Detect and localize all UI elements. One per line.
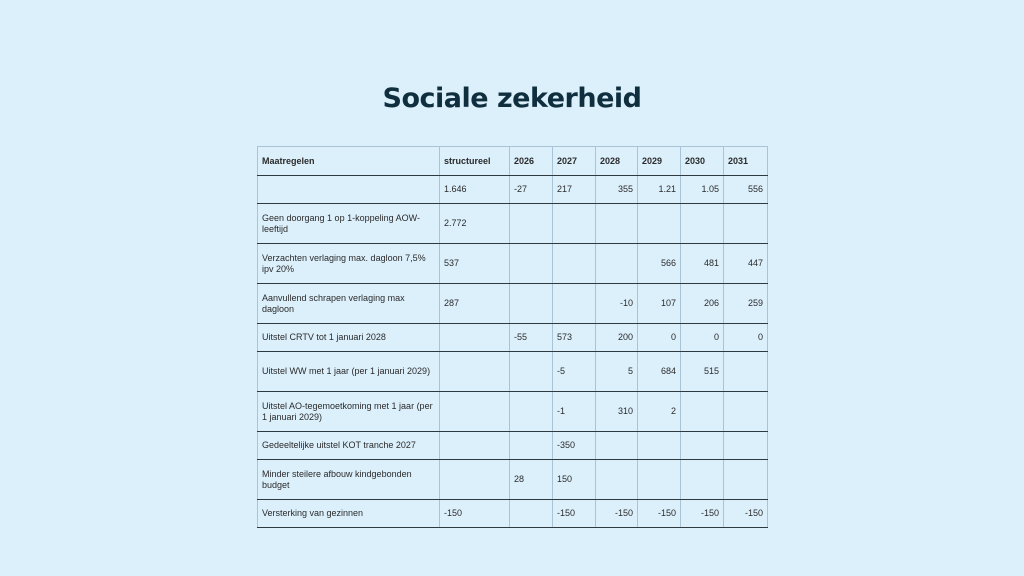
table-cell xyxy=(724,352,768,392)
row-label: Minder steilere afbouw kindgebonden budget xyxy=(258,460,440,500)
table-cell xyxy=(440,352,510,392)
header-cell: 2028 xyxy=(596,147,638,176)
table-cell xyxy=(510,432,553,460)
row-label: Uitstel CRTV tot 1 januari 2028 xyxy=(258,324,440,352)
table-cell: -150 xyxy=(596,500,638,528)
header-cell: 2030 xyxy=(681,147,724,176)
row-label xyxy=(258,176,440,204)
row-label: Aanvullend schrapen verlaging max dagloon xyxy=(258,284,440,324)
table-cell xyxy=(681,204,724,244)
table-cell: 1.21 xyxy=(638,176,681,204)
table-cell xyxy=(681,392,724,432)
table-cell xyxy=(510,244,553,284)
row-label: Gedeeltelijke uitstel KOT tranche 2027 xyxy=(258,432,440,460)
row-label: Versterking van gezinnen xyxy=(258,500,440,528)
header-cell: Maatregelen xyxy=(258,147,440,176)
table-cell: 2 xyxy=(638,392,681,432)
page-title: Sociale zekerheid xyxy=(382,83,642,114)
table-cell: -10 xyxy=(596,284,638,324)
table-cell xyxy=(724,460,768,500)
table-cell: 537 xyxy=(440,244,510,284)
row-label: Geen doorgang 1 op 1-koppeling AOW-leeftijd xyxy=(258,204,440,244)
table-cell: 287 xyxy=(440,284,510,324)
table-cell: 481 xyxy=(681,244,724,284)
table-cell: -150 xyxy=(681,500,724,528)
table-row xyxy=(258,500,768,528)
table-cell: 259 xyxy=(724,284,768,324)
table-cell xyxy=(510,392,553,432)
header-cell: 2026 xyxy=(510,147,553,176)
table-cell: 573 xyxy=(553,324,596,352)
table-cell xyxy=(724,392,768,432)
table-cell: 556 xyxy=(724,176,768,204)
table-cell xyxy=(596,432,638,460)
header-cell: 2027 xyxy=(553,147,596,176)
table-row xyxy=(258,352,768,392)
table-row xyxy=(258,392,768,432)
table-cell: -150 xyxy=(553,500,596,528)
row-label: Uitstel AO-tegemoetkoming met 1 jaar (per 1 januari 2029) xyxy=(258,392,440,432)
table-row xyxy=(258,204,768,244)
table-cell: -5 xyxy=(553,352,596,392)
table-row xyxy=(258,176,768,204)
table-cell xyxy=(510,500,553,528)
budget-table xyxy=(257,146,768,528)
table-cell: -150 xyxy=(440,500,510,528)
header-cell: 2029 xyxy=(638,147,681,176)
table-cell xyxy=(510,284,553,324)
table-row xyxy=(258,432,768,460)
table-cell: -1 xyxy=(553,392,596,432)
table-cell: 355 xyxy=(596,176,638,204)
table-row xyxy=(258,284,768,324)
table-cell: -150 xyxy=(638,500,681,528)
table-cell: 310 xyxy=(596,392,638,432)
table-cell xyxy=(553,284,596,324)
table-cell: -350 xyxy=(553,432,596,460)
table-header-row xyxy=(258,147,768,176)
table-row xyxy=(258,324,768,352)
table-cell: 200 xyxy=(596,324,638,352)
table-cell: 217 xyxy=(553,176,596,204)
table-cell xyxy=(440,324,510,352)
table-cell xyxy=(510,352,553,392)
table-cell: 150 xyxy=(553,460,596,500)
table-row xyxy=(258,460,768,500)
row-label: Verzachten verlaging max. dagloon 7,5% ipv 20% xyxy=(258,244,440,284)
table-row xyxy=(258,244,768,284)
table-cell: 0 xyxy=(638,324,681,352)
table-cell: 0 xyxy=(724,324,768,352)
table-body xyxy=(258,176,768,528)
table-cell xyxy=(681,432,724,460)
table-cell: 5 xyxy=(596,352,638,392)
table-cell xyxy=(596,244,638,284)
table-cell: 566 xyxy=(638,244,681,284)
table-cell: -55 xyxy=(510,324,553,352)
table-cell: 447 xyxy=(724,244,768,284)
table-cell: 1.05 xyxy=(681,176,724,204)
table-cell xyxy=(553,204,596,244)
table-cell: -150 xyxy=(724,500,768,528)
header-cell: 2031 xyxy=(724,147,768,176)
table-cell: 515 xyxy=(681,352,724,392)
table-cell xyxy=(596,460,638,500)
table-cell xyxy=(638,460,681,500)
table-cell xyxy=(440,460,510,500)
table-cell: 0 xyxy=(681,324,724,352)
table-cell xyxy=(638,432,681,460)
table-cell: 28 xyxy=(510,460,553,500)
table-cell xyxy=(553,244,596,284)
header-cell: structureel xyxy=(440,147,510,176)
table-cell xyxy=(440,432,510,460)
table-cell: -27 xyxy=(510,176,553,204)
table-cell xyxy=(440,392,510,432)
table-cell: 2.772 xyxy=(440,204,510,244)
table-cell xyxy=(596,204,638,244)
table-cell xyxy=(510,204,553,244)
row-label: Uitstel WW met 1 jaar (per 1 januari 2029) xyxy=(258,352,440,392)
table-cell: 206 xyxy=(681,284,724,324)
table-cell xyxy=(724,432,768,460)
table-cell: 107 xyxy=(638,284,681,324)
table-cell: 1.646 xyxy=(440,176,510,204)
table-cell: 684 xyxy=(638,352,681,392)
table-cell xyxy=(638,204,681,244)
table-cell xyxy=(681,460,724,500)
table-cell xyxy=(724,204,768,244)
